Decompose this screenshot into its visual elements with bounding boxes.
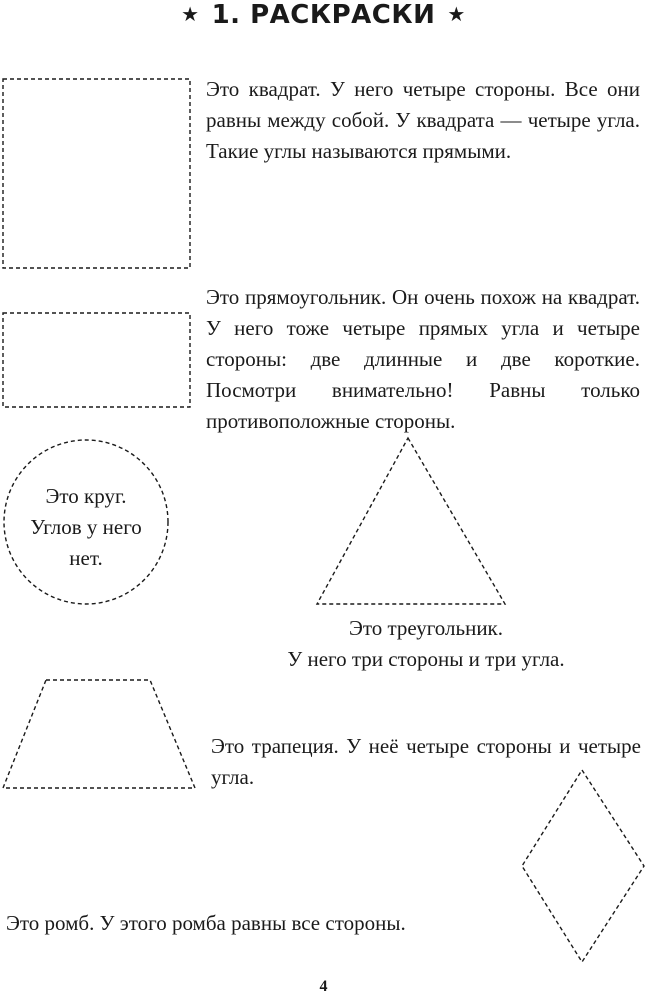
triangle-line-2: У него три стороны и три угла. [287,647,565,671]
square-shape [3,79,190,268]
square-description: Это квадрат. У него четыре стороны. Все они равны между собой. У квадрата — четыре угла. Такие углы называются прямыми. [206,77,640,163]
star-left-icon: ★ [181,2,200,26]
triangle-shape [317,438,505,604]
circle-description [10,481,162,574]
circle-line-3: нет. [69,546,103,570]
rhombus-shape [522,770,644,962]
page-number: 4 [319,978,328,995]
star-right-icon: ★ [447,2,466,26]
rectangle-shape [3,313,190,407]
rhombus-description: Это ромб. У этого ромба равны все стороны. [6,911,406,935]
trapezoid-shape [3,680,195,788]
page-title: 1. РАСКРАСКИ [211,0,436,30]
triangle-line-1: Это треугольник. [348,616,504,640]
circle-line-2: Углов у него [30,515,142,539]
triangle-description [236,613,616,675]
rectangle-description: Это прямоугольник. Он очень похож на квадрат. У него тоже четыре прямых угла и четыре стороны: две длинные и две короткие. Посмотри внимательно! Равны только противоположные стороны. [206,285,640,433]
trapezoid-description: Это трапеция. У неё четыре стороны и четыре угла. [211,734,641,789]
circle-line-1: Это круг. [45,484,127,508]
